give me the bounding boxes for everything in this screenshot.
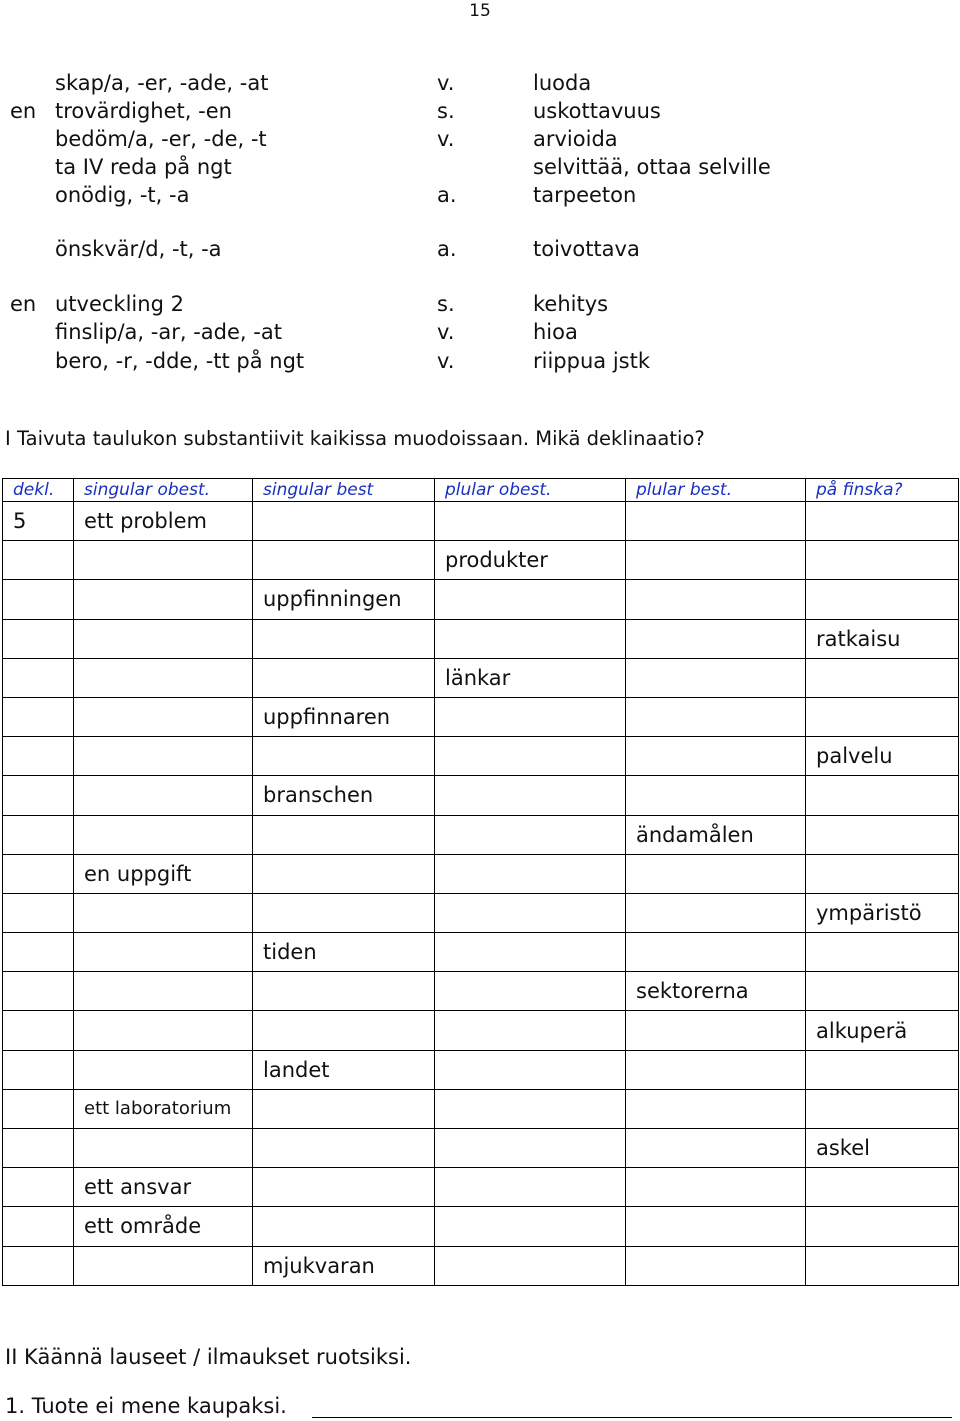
vocab-translation: toivottava — [533, 237, 640, 261]
singular-best-cell[interactable] — [253, 1207, 435, 1246]
vocab-row — [0, 181, 960, 209]
vocab-translation: uskottavuus — [533, 99, 661, 123]
singular-obest-cell[interactable] — [74, 893, 253, 932]
table-row — [3, 502, 959, 541]
table-row — [3, 1129, 959, 1168]
vocab-pos: a. — [437, 183, 457, 207]
table-row — [3, 580, 959, 619]
table-row — [3, 1011, 959, 1050]
vocab-pos: v. — [437, 349, 455, 373]
table-row — [3, 658, 959, 697]
dekl-cell[interactable] — [3, 776, 74, 815]
vocab-translation: selvittää, ottaa selville — [533, 155, 771, 179]
plural-best-cell[interactable] — [626, 658, 806, 697]
dekl-cell: 5 — [3, 502, 74, 541]
plural-obest-cell[interactable] — [435, 815, 626, 854]
singular-best-cell[interactable] — [253, 815, 435, 854]
vocab-article: en — [10, 292, 37, 316]
table-row — [3, 1089, 959, 1128]
singular-obest-cell[interactable] — [74, 776, 253, 815]
plural-obest-cell: länkar — [435, 658, 626, 697]
finska-cell: ympäristö — [806, 893, 959, 932]
singular-best-cell[interactable] — [253, 737, 435, 776]
singular-best-cell: uppfinningen — [253, 580, 435, 619]
vocab-word: utveckling 2 — [55, 292, 184, 316]
plural-best-cell[interactable] — [626, 737, 806, 776]
singular-obest-cell: ett ansvar — [74, 1168, 253, 1207]
table-row — [3, 972, 959, 1011]
plural-best-cell[interactable] — [626, 1050, 806, 1089]
vocab-translation: tarpeeton — [533, 183, 637, 207]
dekl-cell[interactable] — [3, 1089, 74, 1128]
plural-obest-cell[interactable] — [435, 619, 626, 658]
header-plural-obest: plular obest. — [435, 479, 626, 502]
table-row — [3, 619, 959, 658]
finska-cell[interactable] — [806, 972, 959, 1011]
singular-obest-cell[interactable] — [74, 1011, 253, 1050]
finska-cell: askel — [806, 1129, 959, 1168]
finska-cell[interactable] — [806, 658, 959, 697]
plural-obest-cell[interactable] — [435, 893, 626, 932]
vocab-row — [0, 347, 960, 375]
plural-obest-cell[interactable] — [435, 776, 626, 815]
exercise-1-heading: I Taivuta taulukon substantiivit kaikissa muodoissaan. Mikä deklinaatio? — [5, 427, 705, 450]
singular-obest-cell: en uppgift — [74, 854, 253, 893]
plural-obest-cell[interactable] — [435, 1246, 626, 1285]
vocab-pos: v. — [437, 71, 455, 95]
plural-obest-cell[interactable] — [435, 1168, 626, 1207]
finska-cell[interactable] — [806, 1246, 959, 1285]
plural-obest-cell[interactable] — [435, 933, 626, 972]
finska-cell[interactable] — [806, 541, 959, 580]
table-header-row — [3, 479, 959, 502]
vocab-translation: arvioida — [533, 127, 618, 151]
vocab-pos: s. — [437, 99, 455, 123]
singular-obest-cell[interactable] — [74, 1246, 253, 1285]
plural-best-cell[interactable] — [626, 1011, 806, 1050]
table-row — [3, 854, 959, 893]
plural-best-cell[interactable] — [626, 1089, 806, 1128]
plural-obest-cell[interactable] — [435, 854, 626, 893]
plural-best-cell[interactable] — [626, 619, 806, 658]
table-row — [3, 541, 959, 580]
dekl-cell[interactable] — [3, 541, 74, 580]
finska-cell[interactable] — [806, 1207, 959, 1246]
header-singular-best: singular best — [253, 479, 435, 502]
header-singular-obest: singular obest. — [74, 479, 253, 502]
singular-obest-cell[interactable] — [74, 1129, 253, 1168]
plural-best-cell[interactable] — [626, 580, 806, 619]
finska-cell[interactable] — [806, 854, 959, 893]
page-number: 15 — [469, 1, 491, 21]
table-row — [3, 737, 959, 776]
plural-obest-cell[interactable] — [435, 502, 626, 541]
table-row — [3, 776, 959, 815]
table-row — [3, 1050, 959, 1089]
finska-cell[interactable] — [806, 502, 959, 541]
plural-best-cell[interactable] — [626, 697, 806, 736]
dekl-cell[interactable] — [3, 1129, 74, 1168]
plural-best-cell[interactable] — [626, 1246, 806, 1285]
vocab-row — [0, 290, 960, 318]
dekl-cell[interactable] — [3, 737, 74, 776]
plural-best-cell: sektorerna — [626, 972, 806, 1011]
singular-obest-cell[interactable] — [74, 737, 253, 776]
header-finska: på finska? — [806, 479, 959, 502]
singular-best-cell[interactable] — [253, 1011, 435, 1050]
dekl-cell[interactable] — [3, 1050, 74, 1089]
vocab-word: bero, -r, -dde, -tt på ngt — [55, 349, 305, 373]
finska-cell: ratkaisu — [806, 619, 959, 658]
plural-obest-cell[interactable] — [435, 972, 626, 1011]
plural-obest-cell[interactable] — [435, 737, 626, 776]
vocab-translation: riippua jstk — [533, 349, 650, 373]
singular-best-cell: tiden — [253, 933, 435, 972]
vocab-pos: v. — [437, 127, 455, 151]
singular-obest-cell: ett område — [74, 1207, 253, 1246]
dekl-cell[interactable] — [3, 815, 74, 854]
singular-obest-cell[interactable] — [74, 815, 253, 854]
plural-obest-cell[interactable] — [435, 1207, 626, 1246]
vocab-row — [0, 97, 960, 125]
vocab-translation: luoda — [533, 71, 592, 95]
table-row — [3, 815, 959, 854]
answer-line[interactable] — [312, 1417, 952, 1418]
plural-best-cell: ändamålen — [626, 815, 806, 854]
plural-best-cell[interactable] — [626, 933, 806, 972]
plural-obest-cell: produkter — [435, 541, 626, 580]
finska-cell[interactable] — [806, 815, 959, 854]
plural-obest-cell[interactable] — [435, 1011, 626, 1050]
plural-obest-cell[interactable] — [435, 697, 626, 736]
singular-best-cell: uppfinnaren — [253, 697, 435, 736]
singular-best-cell[interactable] — [253, 619, 435, 658]
singular-obest-cell[interactable] — [74, 697, 253, 736]
plural-best-cell[interactable] — [626, 776, 806, 815]
singular-best-cell: branschen — [253, 776, 435, 815]
vocab-word: bedöm/a, -er, -de, -t — [55, 127, 267, 151]
singular-best-cell[interactable] — [253, 972, 435, 1011]
finska-cell[interactable] — [806, 1168, 959, 1207]
header-plural-best: plular best. — [626, 479, 806, 502]
vocab-word: trovärdighet, -en — [55, 99, 232, 123]
singular-obest-cell[interactable] — [74, 580, 253, 619]
singular-best-cell[interactable] — [253, 1129, 435, 1168]
vocab-row — [0, 318, 960, 346]
plural-best-cell[interactable] — [626, 893, 806, 932]
singular-obest-cell[interactable] — [74, 1050, 253, 1089]
table-row — [3, 933, 959, 972]
table-row — [3, 1246, 959, 1285]
finska-cell[interactable] — [806, 933, 959, 972]
dekl-cell[interactable] — [3, 933, 74, 972]
dekl-cell[interactable] — [3, 658, 74, 697]
vocab-row — [0, 153, 960, 181]
singular-best-cell[interactable] — [253, 658, 435, 697]
dekl-cell[interactable] — [3, 580, 74, 619]
vocab-row — [0, 235, 960, 263]
vocab-row — [0, 69, 960, 97]
plural-obest-cell[interactable] — [435, 1050, 626, 1089]
table-row — [3, 697, 959, 736]
plural-best-cell[interactable] — [626, 1129, 806, 1168]
finska-cell[interactable] — [806, 580, 959, 619]
singular-obest-cell[interactable] — [74, 619, 253, 658]
plural-obest-cell[interactable] — [435, 1089, 626, 1128]
singular-best-cell: landet — [253, 1050, 435, 1089]
plural-best-cell[interactable] — [626, 502, 806, 541]
dekl-cell[interactable] — [3, 854, 74, 893]
dekl-cell[interactable] — [3, 972, 74, 1011]
plural-best-cell[interactable] — [626, 541, 806, 580]
finska-cell[interactable] — [806, 1089, 959, 1128]
sentence-1: 1. Tuote ei mene kaupaksi. — [5, 1394, 287, 1418]
dekl-cell[interactable] — [3, 697, 74, 736]
singular-best-cell[interactable] — [253, 854, 435, 893]
vocab-translation: kehitys — [533, 292, 609, 316]
singular-best-cell[interactable] — [253, 541, 435, 580]
singular-best-cell[interactable] — [253, 1089, 435, 1128]
singular-best-cell[interactable] — [253, 502, 435, 541]
table-row — [3, 1207, 959, 1246]
dekl-cell[interactable] — [3, 893, 74, 932]
vocab-word: onödig, -t, -a — [55, 183, 190, 207]
header-dekl: dekl. — [3, 479, 74, 502]
dekl-cell[interactable] — [3, 1246, 74, 1285]
singular-obest-cell: ett problem — [74, 502, 253, 541]
dekl-cell[interactable] — [3, 1207, 74, 1246]
plural-best-cell[interactable] — [626, 1207, 806, 1246]
vocab-word: finslip/a, -ar, -ade, -at — [55, 320, 282, 344]
singular-obest-cell[interactable] — [74, 933, 253, 972]
table-row — [3, 893, 959, 932]
vocab-word: skap/a, -er, -ade, -at — [55, 71, 269, 95]
finska-cell: alkuperä — [806, 1011, 959, 1050]
table-row — [3, 1168, 959, 1207]
dekl-cell[interactable] — [3, 1011, 74, 1050]
singular-best-cell: mjukvaran — [253, 1246, 435, 1285]
finska-cell: palvelu — [806, 737, 959, 776]
declension-table — [2, 478, 959, 1286]
singular-obest-cell[interactable] — [74, 541, 253, 580]
vocab-translation: hioa — [533, 320, 578, 344]
plural-best-cell[interactable] — [626, 854, 806, 893]
singular-obest-cell[interactable] — [74, 972, 253, 1011]
vocab-word: ta IV reda på ngt — [55, 155, 232, 179]
finska-cell[interactable] — [806, 697, 959, 736]
dekl-cell[interactable] — [3, 619, 74, 658]
finska-cell[interactable] — [806, 776, 959, 815]
singular-best-cell[interactable] — [253, 1168, 435, 1207]
plural-obest-cell[interactable] — [435, 580, 626, 619]
vocab-row — [0, 125, 960, 153]
singular-obest-cell[interactable] — [74, 658, 253, 697]
dekl-cell[interactable] — [3, 1168, 74, 1207]
exercise-2-heading: II Käännä lauseet / ilmaukset ruotsiksi. — [5, 1345, 412, 1369]
vocab-article: en — [10, 99, 37, 123]
vocab-pos: s. — [437, 292, 455, 316]
singular-obest-cell: ett laboratorium — [74, 1089, 253, 1128]
vocab-pos: a. — [437, 237, 457, 261]
plural-obest-cell[interactable] — [435, 1129, 626, 1168]
vocab-word: önskvär/d, -t, -a — [55, 237, 222, 261]
finska-cell[interactable] — [806, 1050, 959, 1089]
plural-best-cell[interactable] — [626, 1168, 806, 1207]
singular-best-cell[interactable] — [253, 893, 435, 932]
vocab-pos: v. — [437, 320, 455, 344]
